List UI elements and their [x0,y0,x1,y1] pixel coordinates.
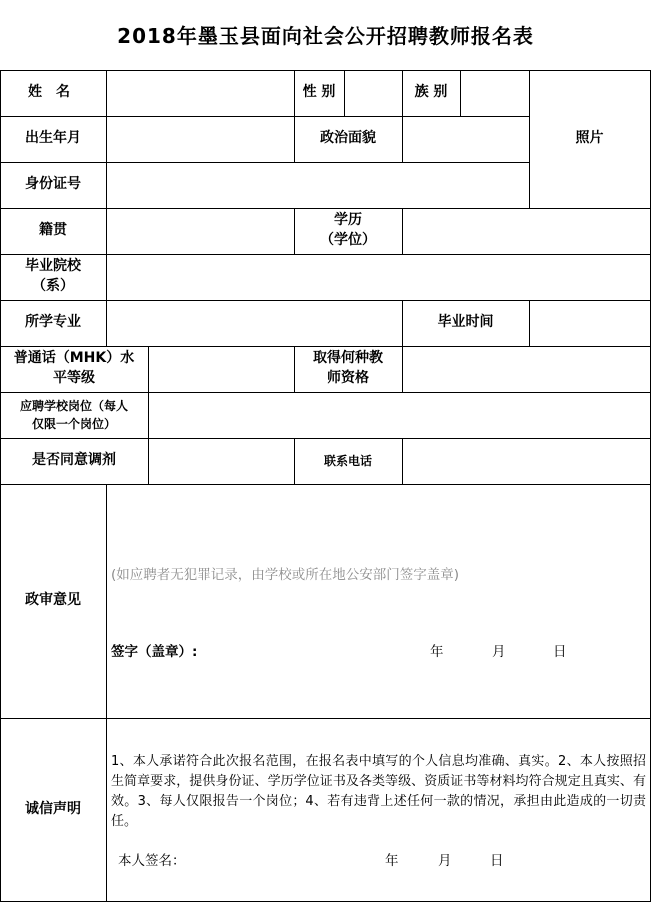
name-label: 姓 名 [28,84,70,101]
school-field[interactable] [107,255,650,300]
grad-time-label: 毕业时间 [437,314,494,331]
mhk-label-line1: 普通话（MHK）水 [13,350,135,367]
school-label-line2: （系） [32,278,74,294]
apply-position-label-line1: 应聘学校岗位（每人 [19,399,128,413]
review-sign-label: 签字（盖章）: [111,644,198,660]
pledge-month-label: 月 [438,853,452,869]
school-label [0,254,106,300]
political-label: 政治面貌 [320,130,376,147]
review-day-label: 日 [553,644,567,660]
phone-field[interactable] [403,439,650,484]
teacher-cert-label-line2: 师资格 [327,370,369,386]
education-label-line1: 学历 [334,212,362,229]
table-bottom-border [0,901,651,902]
native-place-label: 籍贯 [39,222,67,239]
major-label: 所学专业 [25,314,81,331]
id-number-label: 身份证号 [25,176,81,193]
adjust-label: 是否同意调剂 [32,452,116,469]
education-field[interactable] [403,209,650,254]
major-field[interactable] [107,301,402,346]
teacher-cert-field[interactable] [403,347,650,392]
ethnicity-label: 族 别 [414,84,448,101]
applicant-sign-label: 本人签名： [118,853,186,869]
political-review-note: (如应聘者无犯罪记录，由学校或所在地公安部门签字盖章) [111,567,460,583]
teacher-cert-label [294,346,402,392]
political-field[interactable] [403,117,529,162]
review-month-label: 月 [492,644,506,660]
integrity-pledge-text: 1、本人承诺符合此次报名范围，在报名表中填写的个人信息均准确、真实。2、本人按照招生简章要求，提供身份证、学历学位证书及各类等级、资质证书等材料均符合规定且真实、有效。3、每人仅限报告一个岗位；4、若有违背上述任何一款的情况，承担由此造成的一切责任。 [111,754,646,829]
name-field[interactable] [107,71,294,116]
teacher-cert-label-line1: 取得何种教 [313,350,383,367]
phone-label: 联系电话 [323,454,372,468]
gender-label: 性 别 [302,84,336,101]
apply-position-label-line2: 仅限一个岗位） [31,417,116,431]
mhk-label-line2: 平等级 [53,370,95,386]
photo-box[interactable]: 照片 [575,130,604,147]
ethnicity-field[interactable] [461,71,529,116]
birth-label: 出生年月 [25,130,81,147]
form-title: 2018年墨玉县面向社会公开招聘教师报名表 [117,24,534,48]
birth-field[interactable] [107,117,294,162]
political-review-field[interactable] [107,485,650,718]
apply-position-label [0,392,148,438]
integrity-label: 诚信声明 [25,800,81,817]
native-place-field[interactable] [107,209,294,254]
pledge-day-label: 日 [490,853,504,869]
education-label-line2: （学位） [320,232,376,248]
political-review-label: 政审意见 [25,592,81,609]
grad-time-field[interactable] [530,301,650,346]
adjust-field[interactable] [149,439,294,484]
pledge-year-label: 年 [385,853,399,869]
mhk-level-field[interactable] [149,347,294,392]
apply-position-field[interactable] [149,393,650,438]
review-year-label: 年 [430,644,444,660]
school-label-line1: 毕业院校 [25,258,81,275]
education-label [294,208,402,254]
gender-field[interactable] [345,71,402,116]
mhk-label [0,346,148,392]
id-number-field[interactable] [107,163,529,208]
